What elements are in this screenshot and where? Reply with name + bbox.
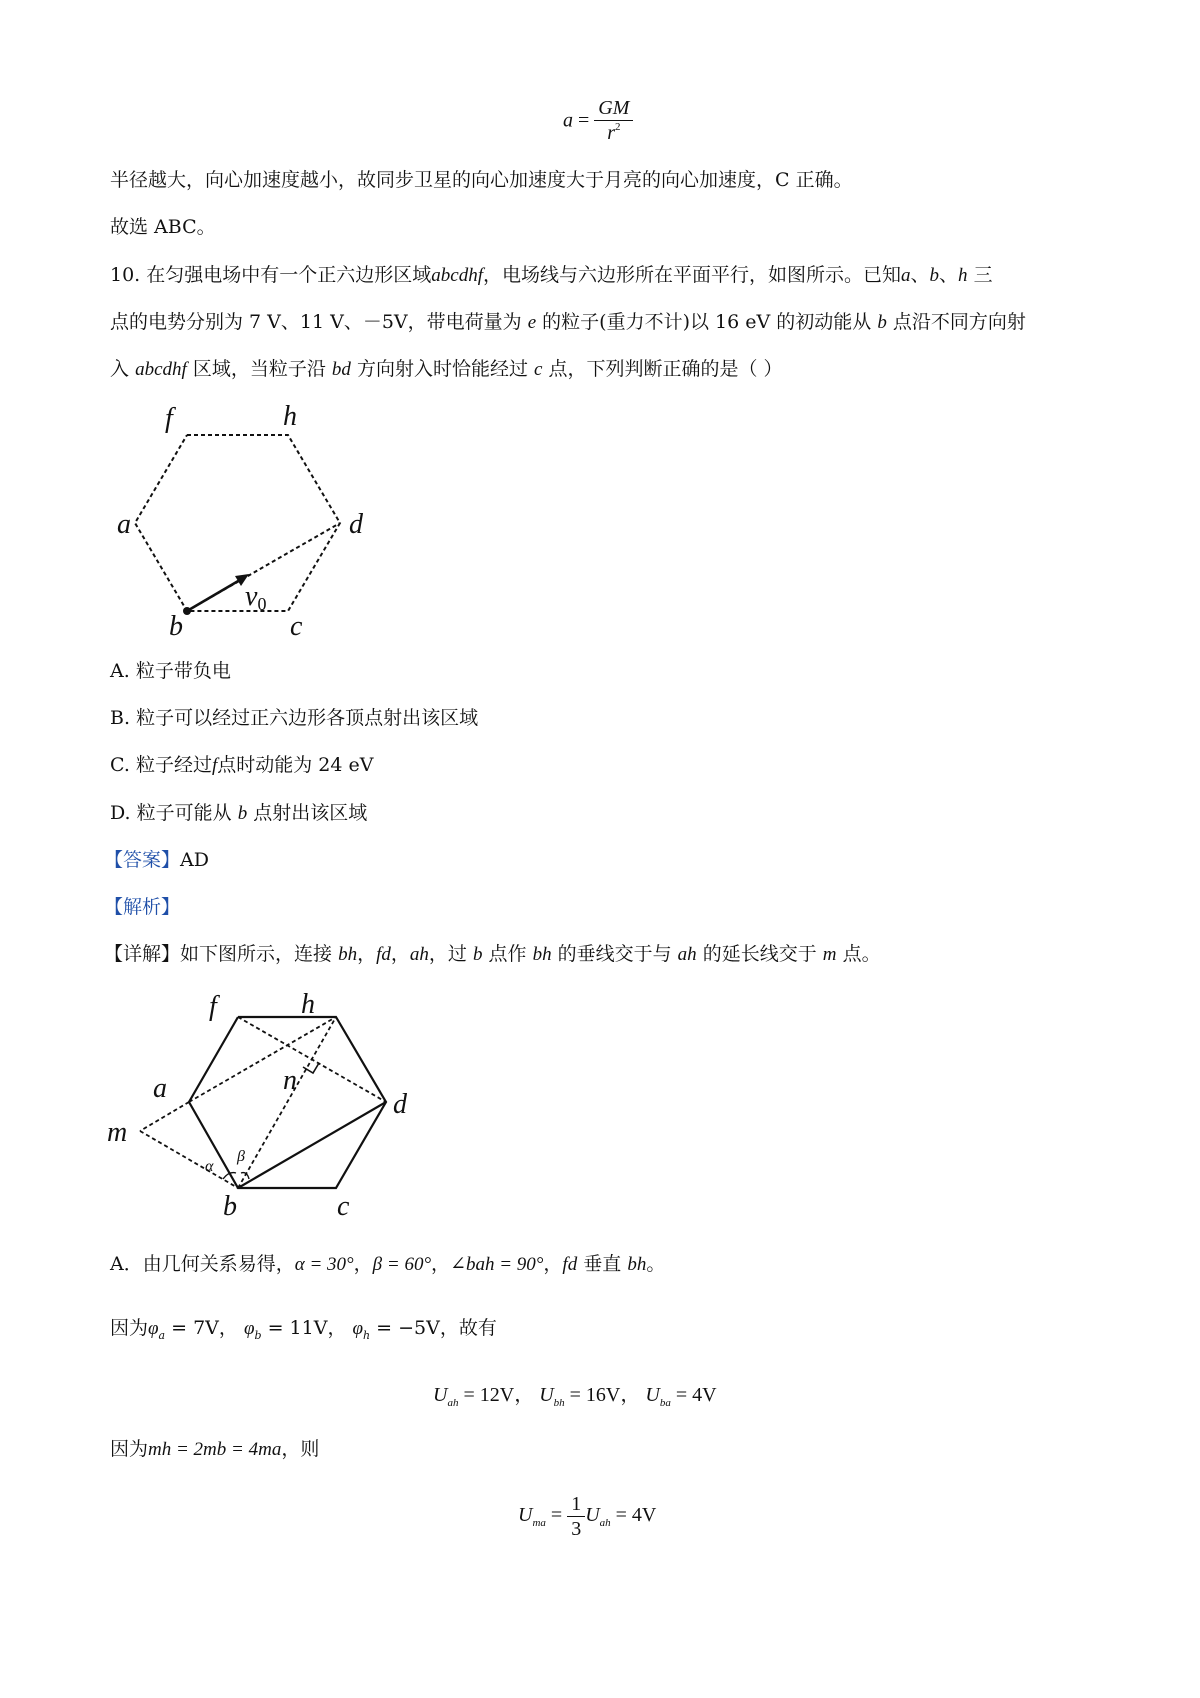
formula-uma: $U_{ma}$ = $\frac{1}{3}$ $U_{ah} = 4V$ (518, 1493, 657, 1540)
label-c: c (290, 611, 303, 640)
label-h: h (283, 401, 297, 432)
text-line: 半径越大，向心加速度越小，故同步卫星的向心加速度大于月亮的向心加速度，C 正确。 (110, 169, 853, 191)
label-m: m (107, 1117, 128, 1148)
option-a: A. 粒子带负电 (110, 660, 231, 682)
construction-figure (105, 985, 425, 1225)
option-c: C. 粒子经过f点时动能为 24 eV (110, 754, 374, 776)
analysis-tag: 【解析】 (104, 896, 181, 918)
step-a-line: A．由几何关系易得，α = 30°，β = 60°，∠bah = 90°，fd 垂直 bh。 (110, 1253, 666, 1275)
question-line-3: 入 abcdhf 区域，当粒子沿 bd 方向射入时恰能经过 c 点，下列判断正确的是（ ） (110, 358, 783, 380)
analysis-line (104, 894, 180, 920)
label-b: b (223, 1191, 237, 1222)
formula-acceleration: a = $\frac{GM}{r^2}$ (563, 96, 633, 148)
option-d: D. 粒子可能从 b 点射出该区域 (110, 802, 368, 824)
question-line-2: 点的电势分别为 7 V、11 V、－5V，带电荷量为 e 的粒子(重力不计)以 16 eV 的初动能从 b 点沿不同方向射 (110, 311, 1026, 333)
label-d: d (393, 1089, 407, 1120)
label-f: f (165, 403, 173, 434)
velocity-arrow (187, 577, 245, 611)
fraction: $\frac{GM}{r^2}$ (594, 96, 633, 148)
label-alpha: α (205, 1158, 214, 1175)
label-n: n (283, 1065, 297, 1096)
formula-voltages: $U_{ah} = 12V$， $U_{bh} = 16V$， $U_{ba} = 4V$ (433, 1384, 717, 1409)
because-potentials-line: 因为$\varphi_a = 7V$， $\varphi_b = 11V$， $\varphi_h = -5V$，故有 (110, 1317, 497, 1342)
label-v0: v0 (245, 581, 267, 614)
label-f: f (209, 991, 217, 1022)
detail-line: 【详解】如下图所示，连接 bh，fd，ah，过 b 点作 bh 的垂线交于与 ah 的延长线交于 m 点。 (104, 943, 881, 965)
text-line: 故选 ABC。 (110, 216, 216, 238)
label-c: c (337, 1191, 350, 1222)
point-b (183, 607, 191, 615)
label-beta: β (237, 1148, 245, 1165)
label-h: h (301, 989, 315, 1020)
label-d: d (349, 509, 363, 540)
label-b: b (169, 611, 183, 640)
label-a: a (117, 509, 131, 540)
answer-line: 【答案】AD (104, 849, 209, 871)
label-a: a (153, 1073, 167, 1104)
option-b: B. 粒子可以经过正六边形各顶点射出该区域 (110, 707, 479, 729)
answer-tag: 【答案】 (104, 849, 181, 871)
fraction: $\frac{1}{3}$ (567, 1492, 585, 1541)
hexagon-figure (105, 395, 395, 640)
because-distance-line: 因为mh = 2mb = 4ma，则 (110, 1438, 320, 1460)
question-line-1: 10. 在匀强电场中有一个正六边形区域abcdhf，电场线与六边形所在平面平行，如图所示。已知a、b、h 三 (110, 264, 993, 286)
